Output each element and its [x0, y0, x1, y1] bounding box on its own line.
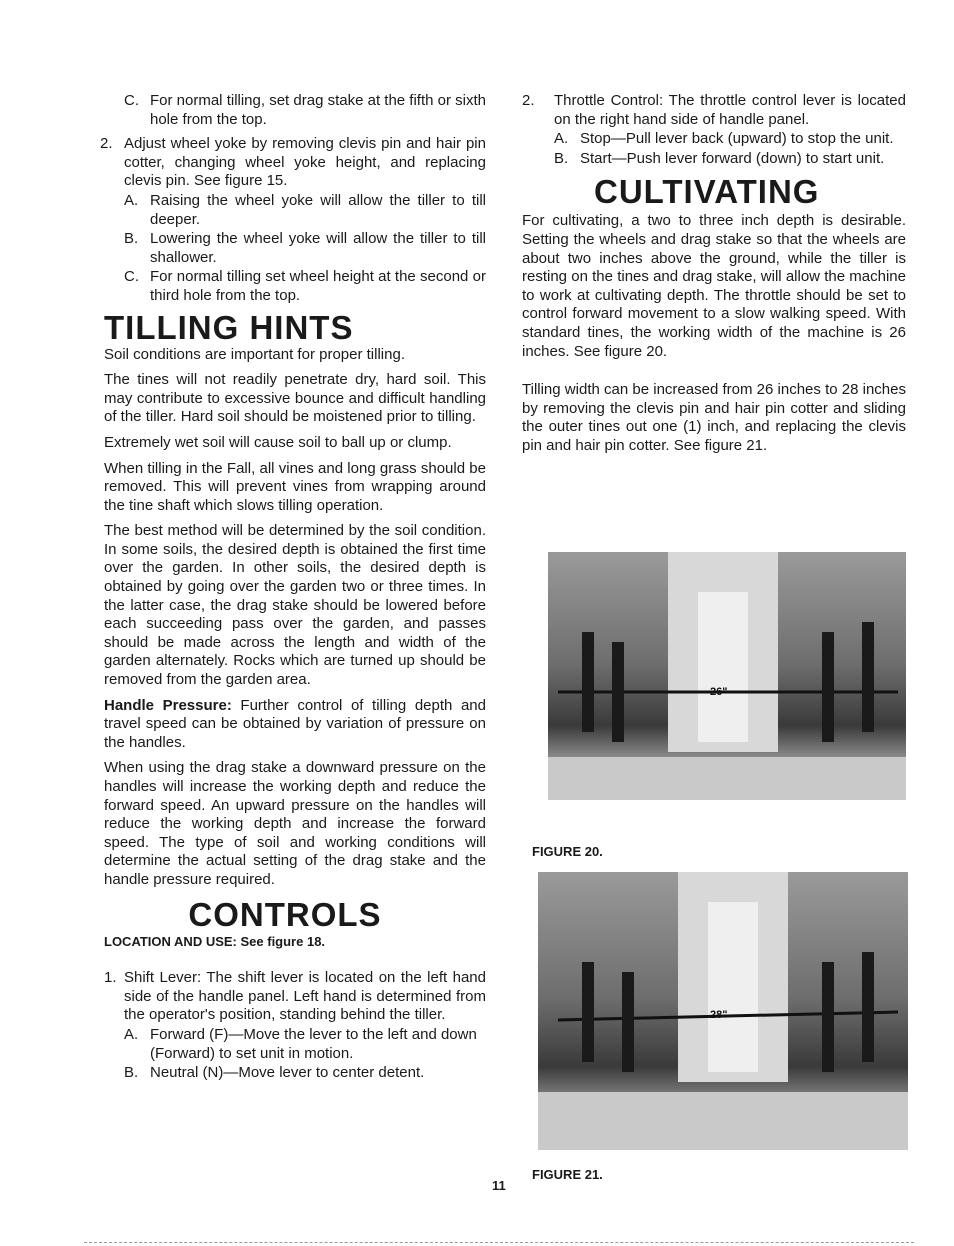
- cultivating-heading: CULTIVATING: [594, 173, 820, 211]
- page-number: 11: [492, 1178, 506, 1193]
- handle-pressure-paragraph: Handle Pressure: Further control of tilling depth and travel speed can be obtained by variation of pressure on the handles.: [104, 696, 486, 751]
- list-item: B. Neutral (N)—Move lever to center detent.: [124, 1064, 425, 1082]
- right-column: [522, 92, 906, 463]
- figure-20-photo: [548, 552, 906, 800]
- paragraph: Tilling width can be increased from 26 inches to 28 inches by removing the clevis pin and hair pin cotter and sliding the outer tines out one (1) inch, and replacing the clevis pin and hair pin cotter. See figure 21.: [522, 381, 906, 454]
- list-item: C. For normal tilling, set drag stake at the fifth or sixth hole from the top.: [124, 92, 486, 128]
- tiller-housing: [708, 902, 758, 1072]
- left-column: [100, 92, 486, 1084]
- list-item: 2. Adjust wheel yoke by removing clevis pin and hair pin cotter, changing wheel yoke height, and replacing clevis pin. See figure 15.: [100, 135, 486, 190]
- controls-sublabel: LOCATION AND USE: See figure 18.: [104, 933, 326, 949]
- list-item: C. For normal tilling set wheel height at the second or third hole from the top.: [124, 268, 486, 304]
- dimension-label: 28": [710, 1009, 728, 1021]
- list-item: A. Stop—Pull lever back (upward) to stop the unit.: [554, 130, 894, 148]
- tiller-illustration: [548, 552, 906, 800]
- figure-21-caption: FIGURE 21.: [532, 1167, 603, 1182]
- list-item: A. Raising the wheel yoke will allow the tiller to till deeper.: [124, 191, 486, 228]
- dimension-label: 26": [710, 686, 728, 698]
- paragraph: When tilling in the Fall, all vines and long grass should be removed. This will prevent vines from wrapping around the tine shaft which slows tilling operation.: [104, 459, 486, 514]
- paragraph: The best method will be determined by the soil condition. In some soils, the desired depth is obtained the first time over the garden. In other soils, the desired depth is obtained by going over the garden two or three times. In the latter case, the drag stake should be lowered before each succeeding pass over the garden, and passes should be made across the length and width of the garden alternately. Rocks which are turned up should be removed from the garden area.: [104, 522, 486, 689]
- controls-heading: CONTROLS: [188, 895, 382, 933]
- list-item: 2. Throttle Control: The throttle control lever is located on the right hand side of handle panel.: [522, 92, 906, 128]
- list-item: 1. Shift Lever: The shift lever is located on the left hand side of the handle panel. Left hand is determined from the operator's position, standing behind the tiller.: [104, 969, 486, 1024]
- tiller-housing: [698, 592, 748, 742]
- figure-21-photo: [538, 872, 908, 1150]
- handle-pressure-label: Handle Pressure:: [104, 696, 232, 714]
- list-item: A. Forward (F)—Move the lever to the left and down (Forward) to set unit in motion.: [124, 1025, 477, 1062]
- list-item: B. Lowering the wheel yoke will allow the tiller to till shallower.: [124, 230, 486, 266]
- paragraph: Soil conditions are important for proper tilling.: [104, 345, 405, 363]
- footer-rule: [84, 1242, 914, 1244]
- figure-20-caption: FIGURE 20.: [532, 844, 603, 859]
- paragraph: The tines will not readily penetrate dry, hard soil. This may contribute to excessive bounce and difficult handling of the tiller. Hard soil should be moistened prior to tilling.: [104, 371, 486, 426]
- list-item: B. Start—Push lever forward (down) to start unit.: [554, 149, 885, 167]
- tiller-illustration: [538, 872, 908, 1150]
- tilling-hints-heading: TILLING HINTS: [104, 308, 354, 346]
- paragraph: For cultivating, a two to three inch depth is desirable. Setting the wheels and drag stake so that the wheels are about two inches above the ground, while the tiller is resting on the tines and drag stake, will allow the machine to work at cultivating depth. The throttle should be set to control forward movement to a slow walking speed. With standard tines, the working width of the machine is 26 inches. See figure 20.: [522, 212, 906, 360]
- paragraph: When using the drag stake a downward pressure on the handles will increase the working depth and reduce the forward speed. An upward pressure on the handles will reduce the working depth and increase the forward speed. The type of soil and working conditions will determine the actual setting of the drag stake and the handle pressure required.: [104, 759, 486, 888]
- ground: [538, 1092, 908, 1150]
- paragraph: Extremely wet soil will cause soil to ball up or clump.: [104, 433, 452, 451]
- ground: [548, 757, 906, 800]
